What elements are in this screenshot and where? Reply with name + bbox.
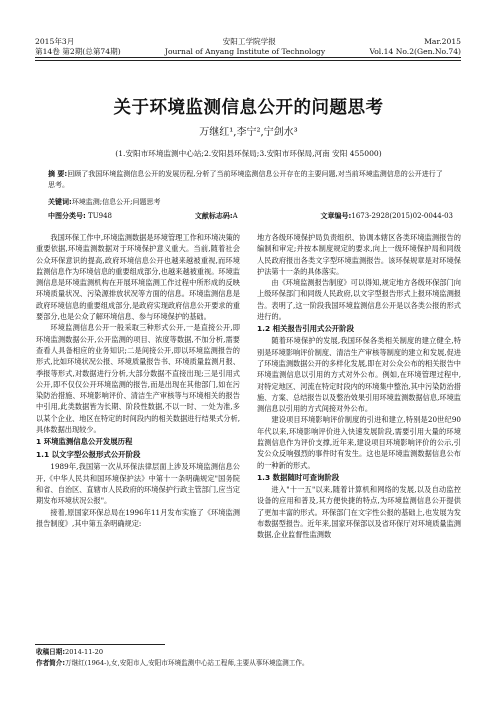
paragraph: 进入"十一五"以来,随着计算机和网络的发展,以及自动监控设备的应用和普及,其方便快捷的特点,为环境监测信息公开提供了更加丰富的形式。环保部门在文字性公报的基础上,也发展为发布数据型报告。近年来,国家环保部以及省环保厅对环境质量监测数据,企业监督性监测数	[257, 484, 461, 540]
article-authors: 万继红¹,李宁²,宁剑水³	[199, 127, 298, 138]
running-header	[35, 37, 461, 57]
subsection-heading: 1.3 数据随时可查询阶段	[257, 472, 340, 482]
paragraph: 环境监测信息公开一般采取三种形式公开,一是直接公开,即环境监测数据公开,公开监测的项目、浓度等数据,不加分析,需要查看人具备相应的业务知识;二是间接公开,即以环境监测报告的形式,比如环境状况公报、环境质量报告书、环境质量监测月报、季报等形式,对数据进行分析,大部分数据不直接出现;三是引用式公开,即不仅仅公开环境监测的报告,而是出现在其他部门,如在污染防治措施、环境影响评价、清洁生产审核等与环境相关的报告中引用,此类数据皆为长期、阶段性数据,不以一时、一处为准,多以某个企业、地区在特定的时间段内的相关数据进行结果式分析,具体数据出现较少。	[36, 323, 240, 435]
keywords-label: 关键词:	[48, 198, 72, 206]
header-journal-en: Journal of Anyang Institute of Technology	[164, 47, 326, 56]
article-affiliation: (1.安阳市环境监测中心站;2.安阳县环保局;3.安阳市环保局,河南 安阳 455000)	[115, 149, 382, 158]
keywords-text: 环境监测;信息公开;问题思考	[71, 198, 161, 206]
doc-label: 文献标志码:	[194, 212, 233, 220]
article-id-label: 文章编号:	[320, 212, 352, 220]
body-column-right	[257, 232, 461, 540]
doc-value: A	[232, 212, 238, 220]
header-date-en: Mar.2015	[424, 37, 461, 46]
received-date: 2014-11-20	[65, 648, 104, 656]
paragraph: 由《环境监测报告制度》可以得知,规定地方各级环保部门向上级环保部门和同级人民政府,以文字型报告形式上报环境监测报告。表明了,这一阶段我国环境监测信息公开是以各类公报的形式进行的。	[257, 278, 461, 322]
paragraph: 我国环保工作中,环境监测数据是环境管理工作和环境决策的重要依据,环境监测数据对于环境保护意义重大。当前,随着社会公众环保意识的提高,政府环境信息公开也越来越被重视,而环境监测信息作为环境信息的重要组成部分,也越来越被重视。环境监测信息是环境监测机构在开展环境监测工作过程中所形成的反映环境质量状况、污染源排放状况等方面的信息。环境监测信息是政府环境信息的重要组成部分,是政府实现政府信息公开要求的重要部分,也是公众了解环境信息、参与环境保护的基础。	[36, 233, 240, 322]
header-row-2	[35, 47, 461, 57]
paragraph: 地方各级环境保护局负责组织、协调本辖区各类环境监测报告的编制和审定;并按本制度规定的要求,向上一级环境保护局和同级人民政府报出各类文字型环境监测报告。该环保规章是对环境保护法第十一条的具体落实。	[257, 233, 461, 276]
author-bio: 万继红(1964-),女,安阳市人,安阳市环境监测中心站工程师,主要从事环境监测工作。	[65, 659, 309, 667]
received-label: 收稿日期:	[36, 648, 66, 656]
footnote-rule	[35, 644, 165, 645]
header-date: 2015年3月	[35, 37, 75, 46]
article-title: 关于环境监测信息公开的问题思考	[113, 98, 384, 118]
body-column-left	[36, 232, 240, 529]
footnote-received	[36, 647, 461, 658]
clc-code	[48, 211, 112, 221]
paragraph: 1989年,我国第一次从环保法律层面上涉及环境监测信息公开,《中华人民共和国环境保护法》中第十一条明确规定"国务院和省、自治区、直辖市人民政府的环境保护行政主管部门,应当定期发布环境状况公报"。	[36, 462, 240, 506]
clc-label: 中图分类号:	[48, 212, 86, 220]
article-id-value: 1673-2928(2015)02-0044-03	[351, 212, 453, 220]
article-id	[321, 211, 453, 221]
doc-code	[195, 211, 238, 221]
footnote-author	[36, 658, 461, 669]
clc-value: TU948	[88, 212, 112, 220]
classification-row	[48, 211, 453, 221]
subsection-heading: 1.1 以文字型公报形式公开阶段	[36, 450, 141, 460]
abstract-label: 摘 要:	[48, 170, 68, 178]
abstract-text: 回顾了我国环境监测信息公开的发展历程,分析了当前环境监测信息公开存在的主要问题,对当前环境监测信息的公开进行了思考。	[48, 170, 443, 189]
header-issue-en: Vol.14 No.2(Gen.No.74)	[369, 47, 461, 56]
paragraph: 接着,原国家环保总局在1996年11月发布实施了《环境监测报告制度》,其中第五条明确规定:	[36, 507, 240, 528]
header-rule	[35, 57, 461, 58]
header-issue-cn: 第14卷 第2期(总第74期)	[35, 47, 121, 56]
paragraph: 随着环境保护的发展,我国环保各类相关制度的建立健全,特别是环境影响评价制度、清洁生产审核等制度的建立和发展,促进了环境监测数据公开的多样化发展,即在对公众公布的相关报告中环境监测信息以引用的方式对外公布。例如,在环境管理过程中,对特定地区、河流在特定时段内的环境集中整治,其中污染防治措施、方案、总结报告以及整治效果引用环境监测数据信息,环境监测信息以引用的方式间接对外公布。	[257, 336, 461, 414]
header-row-1	[35, 37, 461, 47]
section-heading: 1 环境监测信息公开发展历程	[36, 437, 133, 447]
subsection-heading: 1.2 相关报告引用式公开阶段	[257, 324, 354, 334]
abstract	[48, 169, 449, 191]
paragraph: 建设项目环境影响评价制度的引进和建立,特别是20世纪90年代以来,环境影响评价进入快速发展阶段,需要引用大量的环境监测信息作为评价支撑,近年来,建设项目环境影响评价的公示,引发公众反响强烈的事件时有发生。这也是环境监测数据信息公布的一种新的形式。	[257, 415, 461, 470]
keywords	[48, 197, 449, 208]
header-journal-cn: 安阳工学院学报	[222, 37, 276, 46]
author-bio-label: 作者简介:	[36, 659, 66, 667]
header-rule-thin	[35, 60, 461, 61]
